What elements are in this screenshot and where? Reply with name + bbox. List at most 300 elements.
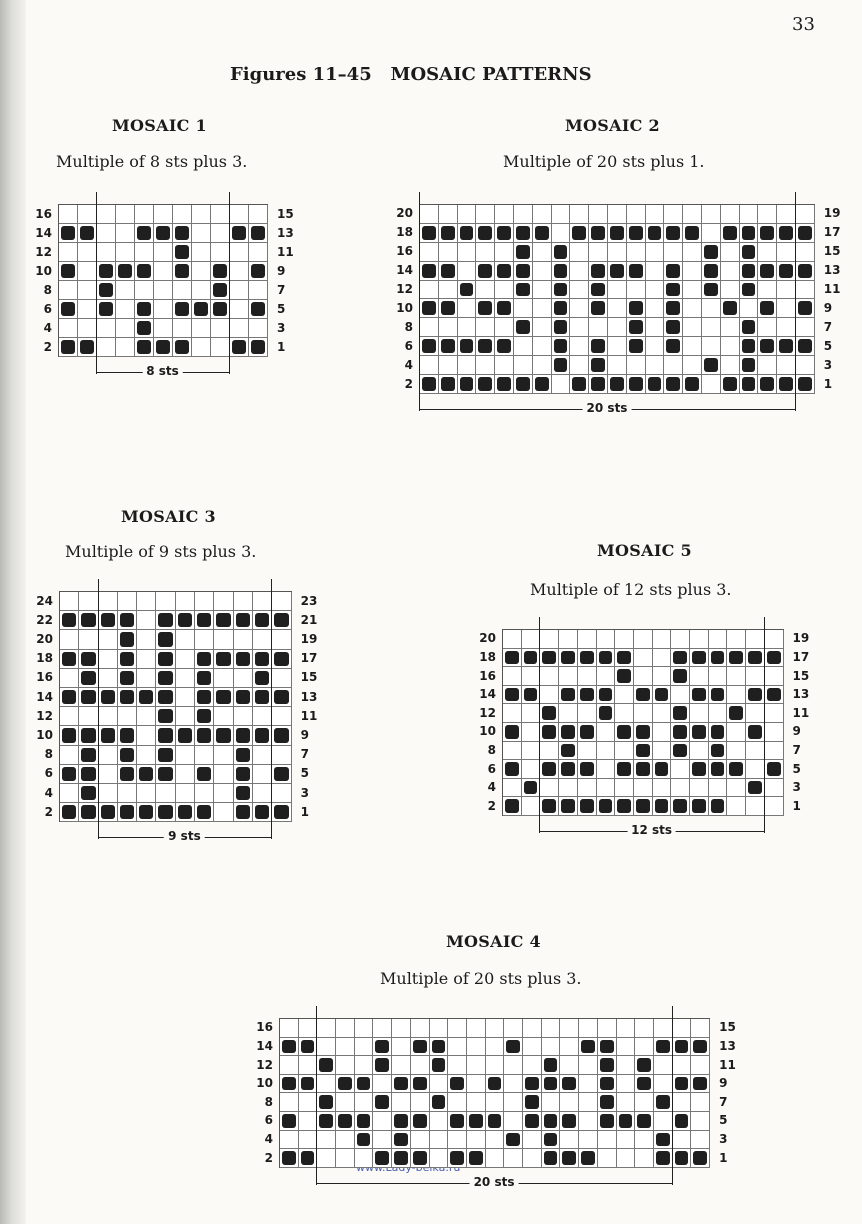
filled-stitch (234, 803, 253, 822)
empty-stitch (392, 1019, 411, 1038)
filled-stitch (60, 611, 79, 630)
row-number-odd: 13 (823, 263, 841, 278)
row-number-odd: 1 (792, 798, 801, 813)
row-number-odd: 3 (792, 780, 801, 795)
filled-stitch (392, 1112, 411, 1131)
filled-stitch (97, 262, 116, 281)
empty-stitch (608, 205, 627, 224)
mosaic-4-title: MOSAIC 4 (446, 932, 541, 951)
empty-stitch (192, 205, 211, 224)
empty-stitch (617, 1056, 636, 1075)
empty-stitch (691, 1112, 710, 1131)
empty-stitch (721, 243, 740, 262)
empty-stitch (504, 1056, 523, 1075)
row-number-even: 6 (487, 761, 496, 776)
empty-stitch (99, 630, 118, 649)
filled-stitch (552, 299, 571, 318)
filled-stitch (634, 723, 653, 742)
filled-stitch (552, 318, 571, 337)
empty-stitch (299, 1093, 318, 1112)
filled-stitch (654, 1149, 673, 1168)
filled-stitch (617, 1112, 636, 1131)
filled-stitch (746, 723, 765, 742)
empty-stitch (211, 338, 230, 357)
filled-stitch (195, 650, 214, 669)
filled-stitch (373, 1149, 392, 1168)
empty-stitch (570, 281, 589, 300)
filled-stitch (522, 686, 541, 705)
filled-stitch (709, 760, 728, 779)
filled-stitch (671, 742, 690, 761)
empty-stitch (514, 356, 533, 375)
row-number-odd: 9 (719, 1076, 728, 1091)
filled-stitch (709, 686, 728, 705)
empty-stitch (765, 667, 784, 686)
row-number-even: 14 (479, 687, 496, 702)
empty-stitch (116, 300, 135, 319)
filled-stitch (758, 299, 777, 318)
empty-stitch (192, 243, 211, 262)
filled-stitch (589, 281, 608, 300)
empty-stitch (476, 356, 495, 375)
empty-stitch (503, 704, 522, 723)
empty-stitch (214, 707, 233, 726)
empty-stitch (514, 337, 533, 356)
empty-stitch (579, 1131, 598, 1150)
row-number-even: 14 (256, 1038, 273, 1053)
empty-stitch (154, 319, 173, 338)
empty-stitch (646, 243, 665, 262)
filled-stitch (514, 375, 533, 394)
empty-stitch (234, 630, 253, 649)
filled-stitch (673, 1038, 692, 1057)
empty-stitch (653, 742, 672, 761)
filled-stitch (59, 338, 78, 357)
empty-stitch (504, 1019, 523, 1038)
empty-stitch (542, 1038, 561, 1057)
filled-stitch (195, 765, 214, 784)
row-number-odd: 5 (792, 761, 801, 776)
empty-stitch (579, 1019, 598, 1038)
filled-stitch (195, 707, 214, 726)
empty-stitch (476, 205, 495, 224)
empty-stitch (683, 243, 702, 262)
empty-stitch (533, 299, 552, 318)
filled-stitch (598, 1112, 617, 1131)
empty-stitch (230, 319, 249, 338)
filled-stitch (176, 726, 195, 745)
empty-stitch (97, 338, 116, 357)
empty-stitch (430, 1149, 449, 1168)
row-number-even: 10 (256, 1076, 273, 1091)
repeat-boundary-line (316, 1006, 317, 1185)
empty-stitch (542, 1019, 561, 1038)
row-number-odd: 1 (300, 804, 309, 819)
empty-stitch (60, 746, 79, 765)
empty-stitch (230, 300, 249, 319)
empty-stitch (570, 318, 589, 337)
filled-stitch (392, 1131, 411, 1150)
filled-stitch (504, 1131, 523, 1150)
empty-stitch (503, 630, 522, 649)
empty-stitch (116, 319, 135, 338)
empty-stitch (559, 704, 578, 723)
row-number-odd: 11 (300, 708, 318, 723)
empty-stitch (690, 667, 709, 686)
filled-stitch (60, 688, 79, 707)
mosaic-5-title: MOSAIC 5 (597, 541, 692, 560)
empty-stitch (578, 742, 597, 761)
empty-stitch (646, 299, 665, 318)
empty-stitch (299, 1112, 318, 1131)
empty-stitch (192, 262, 211, 281)
repeat-width-indicator (316, 1174, 671, 1189)
filled-stitch (654, 1093, 673, 1112)
empty-stitch (214, 784, 233, 803)
empty-stitch (420, 243, 439, 262)
filled-stitch (634, 686, 653, 705)
filled-stitch (458, 224, 477, 243)
filled-stitch (570, 224, 589, 243)
repeat-boundary-line (96, 192, 97, 374)
empty-stitch (634, 649, 653, 668)
filled-stitch (439, 375, 458, 394)
empty-stitch (495, 243, 514, 262)
filled-stitch (514, 262, 533, 281)
empty-stitch (60, 707, 79, 726)
filled-stitch (646, 224, 665, 243)
row-number-even: 14 (35, 225, 52, 240)
empty-stitch (411, 1056, 430, 1075)
empty-stitch (411, 1019, 430, 1038)
filled-stitch (579, 1149, 598, 1168)
empty-stitch (249, 281, 268, 300)
empty-stitch (272, 746, 291, 765)
empty-stitch (579, 1112, 598, 1131)
empty-stitch (448, 1038, 467, 1057)
row-number-even: 8 (487, 742, 496, 757)
filled-stitch (653, 686, 672, 705)
empty-stitch (615, 704, 634, 723)
row-number-odd: 13 (719, 1038, 736, 1053)
empty-stitch (560, 1131, 579, 1150)
row-number-odd: 1 (277, 339, 286, 354)
empty-stitch (211, 205, 230, 224)
empty-stitch (578, 779, 597, 798)
filled-stitch (420, 299, 439, 318)
row-number-odd: 19 (792, 631, 810, 646)
filled-stitch (615, 649, 634, 668)
filled-stitch (336, 1075, 355, 1094)
filled-stitch (135, 338, 154, 357)
empty-stitch (392, 1056, 411, 1075)
row-number-even: 2 (264, 1150, 273, 1165)
filled-stitch (796, 299, 815, 318)
empty-stitch (758, 281, 777, 300)
empty-stitch (540, 686, 559, 705)
filled-stitch (635, 1112, 654, 1131)
filled-stitch (627, 337, 646, 356)
empty-stitch (721, 356, 740, 375)
repeat-label: 20 sts (470, 1175, 519, 1190)
empty-stitch (796, 318, 815, 337)
empty-stitch (476, 318, 495, 337)
empty-stitch (533, 243, 552, 262)
filled-stitch (79, 669, 98, 688)
row-number-odd: 15 (277, 206, 294, 221)
empty-stitch (522, 723, 541, 742)
filled-stitch (683, 375, 702, 394)
empty-stitch (272, 784, 291, 803)
empty-stitch (439, 356, 458, 375)
empty-stitch (709, 667, 728, 686)
empty-stitch (746, 797, 765, 816)
row-number-even: 12 (479, 705, 496, 720)
empty-stitch (60, 630, 79, 649)
filled-stitch (195, 611, 214, 630)
empty-stitch (176, 707, 195, 726)
empty-stitch (683, 205, 702, 224)
empty-stitch (60, 669, 79, 688)
filled-stitch (598, 1056, 617, 1075)
filled-stitch (598, 1038, 617, 1057)
filled-stitch (214, 726, 233, 745)
empty-stitch (503, 742, 522, 761)
empty-stitch (249, 319, 268, 338)
empty-stitch (533, 356, 552, 375)
filled-stitch (589, 337, 608, 356)
empty-stitch (173, 319, 192, 338)
filled-stitch (559, 797, 578, 816)
row-number-odd: 3 (277, 320, 286, 335)
filled-stitch (664, 224, 683, 243)
empty-stitch (299, 1131, 318, 1150)
row-number-even: 10 (35, 263, 52, 278)
empty-stitch (60, 592, 79, 611)
empty-stitch (78, 281, 97, 300)
empty-stitch (727, 723, 746, 742)
filled-stitch (116, 262, 135, 281)
empty-stitch (192, 338, 211, 357)
empty-stitch (137, 746, 156, 765)
empty-stitch (355, 1149, 374, 1168)
mosaic1-grid (58, 204, 268, 357)
empty-stitch (253, 592, 272, 611)
empty-stitch (195, 630, 214, 649)
filled-stitch (355, 1075, 374, 1094)
empty-stitch (173, 281, 192, 300)
filled-stitch (495, 337, 514, 356)
filled-stitch (234, 611, 253, 630)
filled-stitch (627, 224, 646, 243)
repeat-boundary-line (672, 1006, 673, 1185)
row-number-even: 2 (43, 339, 52, 354)
empty-stitch (137, 707, 156, 726)
empty-stitch (523, 1131, 542, 1150)
mosaic-1-multiple: Multiple of 8 sts plus 3. (56, 152, 248, 171)
filled-stitch (702, 356, 721, 375)
empty-stitch (59, 281, 78, 300)
empty-stitch (116, 281, 135, 300)
filled-stitch (467, 1149, 486, 1168)
empty-stitch (299, 1056, 318, 1075)
row-number-even: 4 (487, 780, 496, 795)
empty-stitch (777, 299, 796, 318)
empty-stitch (135, 205, 154, 224)
empty-stitch (495, 318, 514, 337)
filled-stitch (522, 779, 541, 798)
empty-stitch (673, 1056, 692, 1075)
empty-stitch (137, 592, 156, 611)
row-number-even: 24 (36, 593, 53, 608)
empty-stitch (355, 1019, 374, 1038)
filled-stitch (533, 375, 552, 394)
filled-stitch (653, 797, 672, 816)
filled-stitch (79, 765, 98, 784)
filled-stitch (355, 1131, 374, 1150)
row-number-odd: 9 (277, 263, 286, 278)
empty-stitch (355, 1093, 374, 1112)
filled-stitch (249, 262, 268, 281)
filled-stitch (118, 650, 137, 669)
empty-stitch (691, 1131, 710, 1150)
filled-stitch (476, 375, 495, 394)
repeat-boundary-line (271, 579, 272, 839)
empty-stitch (608, 299, 627, 318)
filled-stitch (373, 1093, 392, 1112)
row-number-odd: 19 (300, 632, 318, 646)
filled-stitch (654, 1038, 673, 1057)
filled-stitch (615, 797, 634, 816)
filled-stitch (99, 688, 118, 707)
empty-stitch (777, 243, 796, 262)
row-number-odd: 17 (792, 649, 810, 664)
filled-stitch (272, 688, 291, 707)
row-number-odd: 5 (719, 1113, 728, 1128)
filled-stitch (411, 1112, 430, 1131)
empty-stitch (777, 318, 796, 337)
empty-stitch (552, 375, 571, 394)
filled-stitch (458, 337, 477, 356)
empty-stitch (533, 262, 552, 281)
empty-stitch (504, 1112, 523, 1131)
filled-stitch (97, 300, 116, 319)
empty-stitch (116, 205, 135, 224)
empty-stitch (627, 356, 646, 375)
empty-stitch (608, 281, 627, 300)
empty-stitch (495, 356, 514, 375)
empty-stitch (727, 630, 746, 649)
filled-stitch (439, 299, 458, 318)
row-number-odd: 1 (719, 1150, 728, 1165)
empty-stitch (234, 669, 253, 688)
empty-stitch (671, 686, 690, 705)
empty-stitch (597, 779, 616, 798)
empty-stitch (99, 765, 118, 784)
filled-stitch (503, 686, 522, 705)
empty-stitch (653, 649, 672, 668)
filled-stitch (560, 1112, 579, 1131)
empty-stitch (523, 1056, 542, 1075)
filled-stitch (664, 375, 683, 394)
empty-stitch (195, 746, 214, 765)
empty-stitch (154, 262, 173, 281)
empty-stitch (430, 1112, 449, 1131)
empty-stitch (617, 1149, 636, 1168)
repeat-width-indicator (96, 366, 229, 378)
filled-stitch (476, 262, 495, 281)
empty-stitch (214, 669, 233, 688)
filled-stitch (578, 723, 597, 742)
empty-stitch (234, 592, 253, 611)
empty-stitch (683, 356, 702, 375)
filled-stitch (195, 803, 214, 822)
empty-stitch (727, 742, 746, 761)
empty-stitch (579, 1093, 598, 1112)
row-number-even: 2 (44, 804, 53, 819)
empty-stitch (627, 281, 646, 300)
filled-stitch (523, 1075, 542, 1094)
empty-stitch (486, 1056, 505, 1075)
filled-stitch (173, 338, 192, 357)
filled-stitch (60, 650, 79, 669)
row-number-even: 18 (36, 651, 53, 666)
filled-stitch (690, 760, 709, 779)
filled-stitch (60, 726, 79, 745)
filled-stitch (727, 760, 746, 779)
empty-stitch (673, 1019, 692, 1038)
row-number-odd: 17 (300, 651, 318, 666)
filled-stitch (234, 650, 253, 669)
filled-stitch (214, 688, 233, 707)
empty-stitch (156, 592, 175, 611)
mosaic3-grid (59, 591, 292, 822)
empty-stitch (533, 281, 552, 300)
empty-stitch (439, 318, 458, 337)
filled-stitch (448, 1112, 467, 1131)
empty-stitch (617, 1038, 636, 1057)
row-number-even: 8 (44, 747, 53, 762)
empty-stitch (176, 784, 195, 803)
empty-stitch (597, 742, 616, 761)
empty-stitch (272, 592, 291, 611)
filled-stitch (79, 726, 98, 745)
filled-stitch (173, 300, 192, 319)
empty-stitch (280, 1056, 299, 1075)
empty-stitch (430, 1075, 449, 1094)
empty-stitch (336, 1093, 355, 1112)
row-number-even: 2 (487, 798, 496, 813)
filled-stitch (173, 262, 192, 281)
empty-stitch (615, 779, 634, 798)
empty-stitch (176, 630, 195, 649)
filled-stitch (280, 1112, 299, 1131)
filled-stitch (355, 1112, 374, 1131)
empty-stitch (176, 650, 195, 669)
empty-stitch (671, 760, 690, 779)
filled-stitch (542, 1112, 561, 1131)
empty-stitch (540, 742, 559, 761)
filled-stitch (373, 1056, 392, 1075)
row-number-even: 14 (396, 263, 413, 278)
empty-stitch (411, 1131, 430, 1150)
empty-stitch (673, 1131, 692, 1150)
empty-stitch (560, 1056, 579, 1075)
filled-stitch (664, 337, 683, 356)
filled-stitch (118, 669, 137, 688)
empty-stitch (97, 205, 116, 224)
empty-stitch (608, 243, 627, 262)
